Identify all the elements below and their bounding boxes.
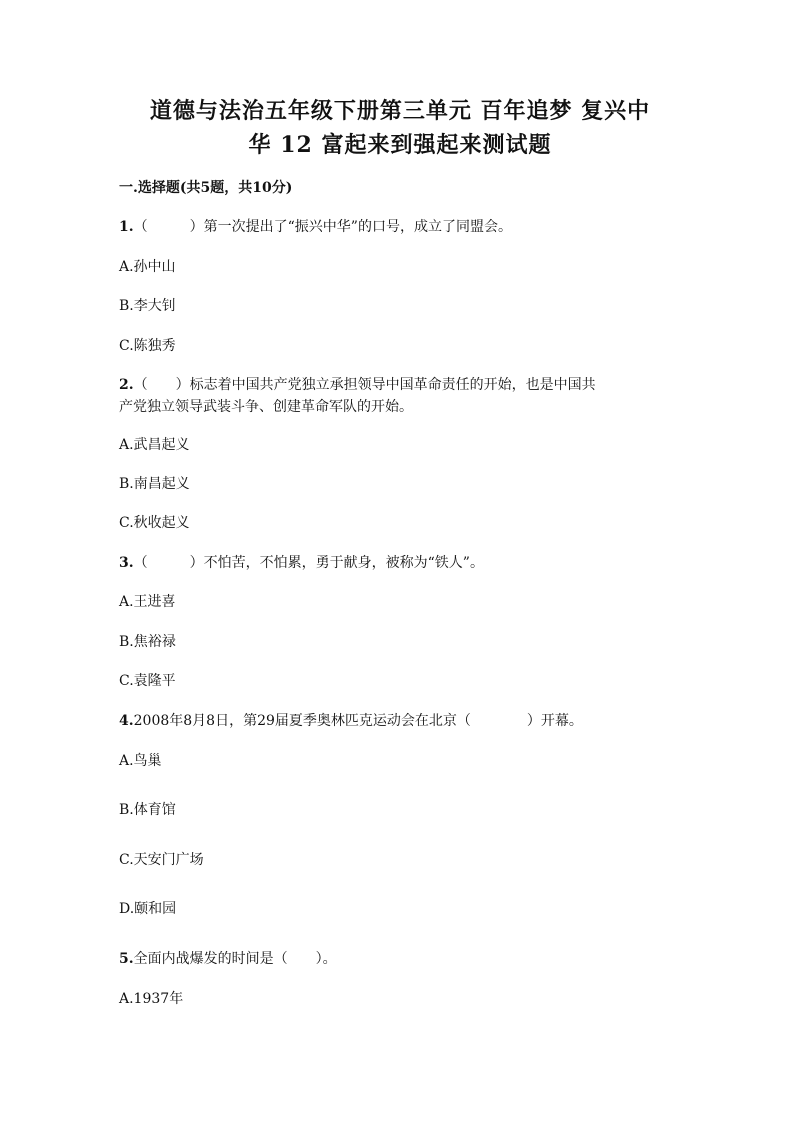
question-number: 4.: [119, 713, 134, 729]
document-title-line-1: 道德与法治五年级下册第三单元 百年追梦 复兴中: [149, 98, 651, 124]
option-4d: D.颐和园: [119, 901, 177, 917]
question-2-line-2: 产党独立领导武装斗争、创建革命军队的开始。: [119, 399, 413, 415]
question-stem: 2008年8月8日，第29届夏季奥林匹克运动会在北京（ ）开幕。: [133, 713, 583, 729]
option-3a: A.王进喜: [119, 594, 176, 610]
question-number: 5.: [119, 951, 134, 967]
question-stem: （ ）不怕苦，不怕累，勇于献身，被称为“铁人”。: [133, 555, 484, 571]
question-stem: 全面内战爆发的时间是（ ）。: [133, 951, 337, 967]
question-5: [119, 949, 337, 969]
option-2a: A.武昌起义: [119, 437, 190, 453]
question-1: [119, 217, 512, 237]
option-1b: B.李大钊: [119, 298, 176, 314]
question-4: [119, 711, 583, 731]
option-5a: A.1937年: [119, 991, 184, 1007]
question-number: 1.: [119, 219, 134, 235]
question-number: 3.: [119, 555, 134, 571]
option-3b: B.焦裕禄: [119, 634, 176, 650]
option-4b: B.体育馆: [119, 802, 176, 818]
option-3c: C.袁隆平: [119, 673, 176, 689]
option-4c: C.天安门广场: [119, 852, 204, 868]
question-number: 2.: [119, 377, 134, 393]
question-stem: （ ）标志着中国共产党独立承担领导中国革命责任的开始，也是中国共: [133, 377, 596, 393]
document-title-line-2: 华 12 富起来到强起来测试题: [248, 132, 552, 158]
option-1a: A.孙中山: [119, 259, 176, 275]
section-heading: 一.选择题(共5题，共10分): [119, 180, 293, 196]
question-2-line-1: [119, 375, 596, 395]
option-4a: A.鸟巢: [119, 753, 162, 769]
question-3: [119, 553, 484, 573]
option-1c: C.陈独秀: [119, 338, 176, 354]
option-2b: B.南昌起义: [119, 476, 190, 492]
question-stem: （ ）第一次提出了“振兴中华”的口号，成立了同盟会。: [133, 219, 512, 235]
option-2c: C.秋收起义: [119, 515, 190, 531]
